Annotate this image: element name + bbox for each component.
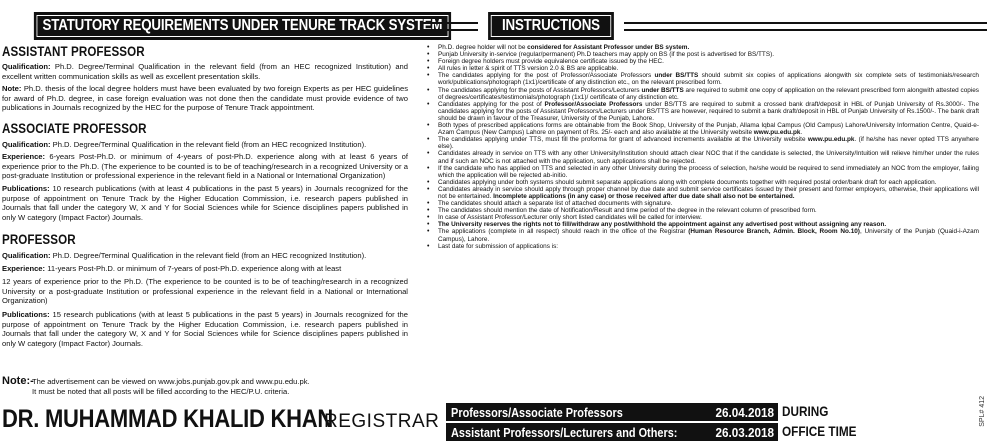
instruction-text-pre: Punjab University in-service (regular/permanent) Ph.D teachers may apply on BS (if the post is advertised for BS/TTS). [438,51,775,59]
note-label: Note: [2,84,22,93]
professor-experience-continued: 12 years of experience prior to the Ph.D. (The experience to be counted is to be of teaching/research in a recognized University or a post-graduate Institution or professional experience in the relevant field in a National or International Organization) [2,277,408,305]
instruction-item [426,51,979,58]
experience-text: 11-years Post-Ph.D. or minimum of 7-years of post-Ph.D. experience along with at least [47,264,342,273]
instruction-text-pre: The candidates applying for the post of Professor/Associate Professors [438,72,655,80]
instruction-item [426,200,979,207]
publications-label: Publications: [2,184,50,193]
instruction-item [426,122,979,136]
instruction-item [426,228,979,242]
instruction-text-pre: Last date for submission of applications is: [438,242,559,250]
deadline-label: Assistant Professors/Lecturers and Others: [451,424,678,440]
qualification-label: Qualification: [2,62,51,71]
instruction-text-bold: www.pu.edu.pk [753,129,801,137]
publications-label: Publications: [2,310,50,319]
statutory-heading: STATUTORY REQUIREMENTS UNDER TENURE TRACK SYSTEM [34,12,451,40]
instruction-item [426,150,979,164]
instruction-text-pre: The candidates should mention the date of Notification/Result and time period of the degree in the relevant column of prescribed form. [438,207,817,215]
during-label: DURING [782,403,829,419]
note-heading: Note:- [2,375,34,387]
instruction-text-bold: (Human Resource Branch, Admin. Block, Room No.10) [688,228,860,236]
instruction-text-bold: www.pu.edu.pk [807,136,855,144]
assistant-qualification [2,62,408,81]
header-rule-left [420,22,478,31]
registrar-title: REGISTRAR [324,411,440,432]
qualification-text: Ph.D. Degree/Terminal Qualification in the relevant field (from an HEC recognized Institution). [52,251,367,260]
deadline-row-assistant [446,423,778,441]
deadline-label: Professors/Associate Professors [451,404,623,420]
instruction-text-bold: Professor/Associate Professors [544,100,643,108]
instruction-item [426,44,979,51]
instruction-item [426,179,979,186]
associate-professor-title: ASSOCIATE PROFESSOR [2,121,147,136]
deadline-row-professors [446,403,778,421]
qualification-label: Qualification: [2,140,51,149]
registrar-name: DR. MUHAMMAD KHALID KHAN [2,405,333,433]
instructions-header-row [420,13,987,39]
instruction-text-pre: In case of Assistant Professor/Lecturer only short listed candidates will be called for interview. [438,214,702,222]
experience-label: Experience: [2,264,46,273]
instruction-item [426,87,979,101]
instruction-text-pre: Foreign degree holders must provide equivalence certificate issued by the HEC. [438,58,664,66]
instruction-item [426,165,979,179]
office-time-label: OFFICE TIME [782,423,857,439]
professor-publications [2,310,408,348]
instructions-list [426,44,979,250]
instruction-text-pre: The applications (complete in all respect) should reach in the office of the Registrar [438,228,689,236]
instruction-text-pre: Ph.D. degree holder will not be [438,44,528,51]
instruction-item [426,58,979,65]
instruction-text-bold: Incomplete applications (in any case) or those received after due date shall also not be entertained. [493,192,795,200]
professor-qualification [2,251,408,261]
note-line-2: It must be noted that all posts will be filled according to the HEC/P.U. criteria. [32,387,290,396]
publications-text: 10 research publications (with at least 4 publications in the past 5 years) in Journals recognized for the purpose of appointment on Tenure Track by the Higher Education Commission, i.e. research papers published in Journals that fall under the category W, X and Y for Social Sciences while for Science disciplines papers published in only W category (Impact Factor) Journals. [2,184,408,222]
instruction-text-pre: The candidates applying for the posts of Assistant Professors/Lecturers [438,86,642,94]
statutory-requirements-column [0,0,443,444]
instruction-item [426,65,979,72]
deadline-block [446,403,946,441]
experience-label: Experience: [2,152,46,161]
instruction-text-pre: Candidates already in service on TTS with any other University/Institution should attach clear NOC that if the candidate is selected, the University/Intuition will relieve him/her under the rules and if such an NOC is not attached with the application, such applications shall be rejected. [438,150,979,165]
associate-experience [2,152,408,181]
associate-publications [2,184,408,222]
professor-title: PROFESSOR [2,232,76,247]
instruction-text-pre: Candidates applying under both systems should submit separate applications along with complete documents together with required postal order/bank draft for each application. [438,178,937,186]
instruction-text-bold: under BS/TTS [654,72,699,80]
instruction-item [426,243,979,250]
deadline-date: 26.04.2018 [715,404,774,420]
experience-text: 6-years Post-Ph.D. or minimum of 4-years of post-Ph.D. experience along with at least 6 years of experience prior to the Ph.D. (The experience to be counted is to be of teaching/research in a recognized University or a post-graduate Institution or professional experience in the relevant field in a National or International Organization) [2,152,408,180]
instruction-text-pre: The candidates should attach a separate list of attached documents with signature. [438,200,673,208]
note-text: Ph.D. thesis of the local degree holders must have been evaluated by two foreign Experts as per HEC guidelines for award of Ph.D. degree, in case foreign evaluation was not done then the candidate must provide evidence of two publications in Journals recognized by the HEC for the purpose of Tenure Track appointment. [2,84,408,112]
professor-experience [2,264,408,274]
instruction-text-post: under BS/TTS are required to submit a crossed bank draft/deposit in HBL of Punjab University of Rs.3000/-. The candidates applying for the posts of Assistant Professors/Lecturers under BS/TTS are however, required to submit a bank draft/deposit in HBL of Punjab University of Rs.1500/-. The bank draft should be drawn in favour of the Treasurer, University of the Punjab, Lahore. [438,100,979,122]
instruction-text-post: . (if he/she has never opted TTS anywhere else). [438,136,979,151]
qualification-text: Ph.D. Degree/Terminal Qualification in the relevant field (from an HEC recognized Institution) and excellent written communication skills as well as excellent presentation skills. [2,62,408,81]
assistant-note [2,84,408,113]
assistant-professor-title: ASSISTANT PROFESSOR [2,44,145,59]
instruction-item [426,72,979,86]
instruction-text-post: should submit six copies of applications alongwith six complete sets of testimonials/research work/publications/photograph (1x1)/certificate of any distinction etc., on the relevant prescribed form. [438,72,979,87]
instruction-text-post: . [800,129,803,137]
associate-qualification [2,140,408,150]
statutory-header-row [0,13,443,39]
instruction-text-pre: Candidates already in service should apply through proper channel by due date and submit service certificates issued by their present and former employers, otherwise, their applications will not be entertained. [438,185,979,200]
instruction-text-pre: If the candidate who has applied on TTS and selected in any other University during the process of selection, he/she would be required to send immediately an NOC from the employer, failing which the application will be rejected ab-initio. [438,164,979,179]
instruction-text-pre: Both types of prescribed applications forms are obtainable from the Book Shop, University of the Punjab, Allama Iqbal Campus (Old Campus) Lahore/University Information Centre, Quaid-e-Azam Campus (New Campus) Lahore on payment of Rs. 25/- each and also available at the University website [438,122,979,137]
instruction-item [426,136,979,150]
instruction-text-pre: All rules in letter & spirit of TTS version 2.0 & BS are applicable. [438,65,619,73]
instruction-text-bold: The University reserves the rights not to fill/withdraw any post/withhold the appointment against any advertised post without assigning any reason. [438,221,887,229]
instruction-text-bold: considered for Assistant Professor under BS system. [527,44,690,51]
instruction-text-bold: under BS/TTS [641,86,684,94]
deadline-date: 26.03.2018 [715,424,774,440]
instructions-column [420,0,987,444]
qualification-text: Ph.D. Degree/Terminal Qualification in the relevant field (from an HEC recognized Institution). [52,140,367,149]
instruction-text-pre: Candidates applying for the post of [438,100,545,108]
instructions-heading: INSTRUCTIONS [488,12,613,40]
instruction-item [426,101,979,122]
header-rule-right [624,22,987,31]
instruction-text-pre: The candidates applying under TTS, must fill the proforma for grant of advanced increments available at the University website [438,136,808,144]
qualification-label: Qualification: [2,251,51,260]
instruction-item [426,186,979,200]
instruction-item [426,221,979,228]
instruction-item [426,207,979,214]
publications-text: 15 research publications (with at least 5 publications in the past 5 years) in Journals recognized for the purpose of appointment on Tenure Track by the Higher Education Commission, i.e. research papers published in Journals that fall under the category W, X and Y for Social Sciences while for Science disciplines papers published in only W category (Impact Factor) Journals. [2,310,408,348]
spl-code: SPL# 412 [979,396,986,427]
instruction-text-post: , University of the Punjab (Quaid-i-Azam Campus), Lahore. [438,228,980,243]
note-lines [32,377,402,397]
note-line-1: The advertisement can be viewed on www.jobs.punjab.gov.pk and www.pu.edu.pk. [32,377,310,386]
registrar-signature-block [2,405,440,434]
instruction-text-post: are required to submit one copy of application on the relevant prescribed form alongwith attested copies of degrees/certificates/testimonials/photograph (1x1)/ certificate of any distinction etc. [438,86,979,101]
instruction-item [426,214,979,221]
